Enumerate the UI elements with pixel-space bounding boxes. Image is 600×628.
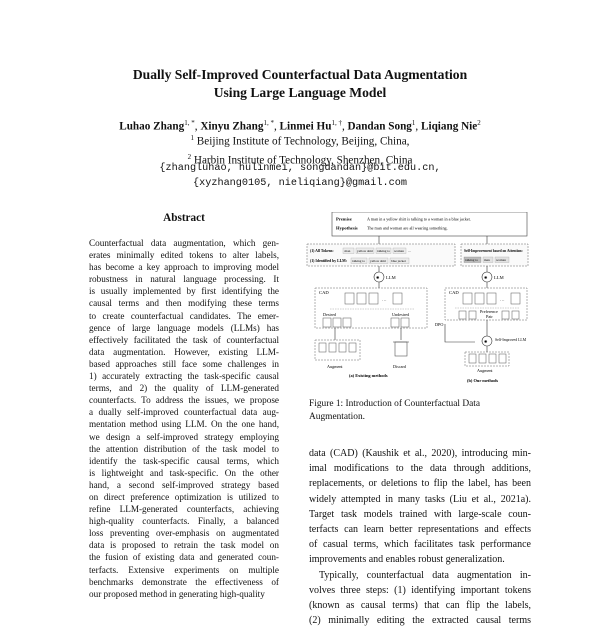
tokens-box-right [461, 244, 528, 266]
self-llm-label: Self-Improved LLM [495, 338, 527, 342]
premise-label: Premise [336, 216, 352, 222]
figure-caption: Figure 1: Introduction of Counterfactual Data Augmentation. [309, 399, 481, 422]
abstract-line: has become a key approach to improving model [89, 262, 279, 273]
author-name: Linmei Hu [279, 120, 332, 133]
token-chip: man [484, 258, 490, 262]
abstract-line: on direct preference optimization is utilized to [89, 491, 279, 502]
body-line: replacements, or deletions to flip the label, has been [309, 478, 531, 490]
body-line: Typically, counterfactual data augmentation in- [319, 569, 531, 581]
abstract-line: the attention distribution of the task model to [89, 443, 279, 454]
abstract-line: we design a self-improved strategy employing [89, 431, 279, 442]
body-line: Target task models trained with large-scale coun- [309, 508, 531, 520]
abstract-line: data is proposed to retrain the task model on [89, 540, 279, 551]
abstract-line: terfacts. Extensive experiments on multiple [89, 564, 279, 575]
sub-caption-b: (b) Our methods [467, 378, 499, 383]
abstract-line: hand, a second self-improved strategy based [89, 479, 279, 490]
body-line: of casual terms, which facilitates task performance [309, 539, 531, 551]
affil-sup: 2 [187, 152, 192, 161]
token-chip: blue jacket [391, 259, 406, 263]
token-ellipsis: ... [408, 249, 411, 253]
token-chip: man [344, 249, 351, 253]
body-line: widely attempted in many tasks (Liu et al., 2021a). [309, 493, 531, 505]
abstract-line: counterfacts. To address the issues, we propose [89, 395, 279, 406]
abstract-body [89, 237, 279, 600]
cad-label-left: CAD [319, 290, 329, 295]
token-chip: talking to [465, 258, 478, 262]
token-chip: talking to [377, 249, 390, 253]
abstract-line: Counterfactual data augmentation, which gen- [89, 238, 279, 248]
llm-label-right: LLM [494, 275, 504, 280]
author-sup: 1, * [184, 119, 195, 127]
affil-text: Harbin Institute of Technology, Shenzhen, China [193, 154, 413, 167]
title-line-2: Using Large Language Model [213, 85, 387, 100]
discard-label: Discard [393, 364, 407, 369]
right-column-body [309, 446, 531, 628]
paper-title [0, 66, 600, 102]
affil-sup: 1 [190, 134, 194, 142]
body-line: (known as causal terms) that can flip the labels, [309, 599, 531, 611]
svg-text:✺: ✺ [484, 339, 488, 344]
author-name: Xinyu Zhang [200, 120, 264, 133]
svg-text:…: … [500, 297, 505, 302]
abstract-line: loss preventing over-emphasis on augmentated [89, 528, 279, 539]
author-list: Luhao Zhang$^{1, *}$, Xinyu Zhang$^{1, *}$, Linmei $Hu^{1, \dagger}$, Dandan Song$^1$, Liqiang Nie$^2$ [119, 119, 481, 133]
abstract-line: terms, and 2) the quality of LLM-generated [89, 383, 279, 394]
token-chip: woman [394, 249, 404, 253]
abstract-line: 1) accurately extracting the task-specific causal [89, 371, 279, 382]
self-improvement-label: Self-Improvement based on Attention: [464, 249, 523, 253]
email-block [0, 161, 600, 191]
email-line: {xyzhang0105, nieliqiang}@gmail.com [193, 178, 407, 189]
abstract-line: benchmarks demonstrate the effectiveness of [89, 576, 279, 587]
premise-text: A man in a yellow shirt is talking to a woman in a blue jacket. [367, 216, 471, 222]
figure-1 [305, 212, 530, 390]
sub-caption-a: (a) Existing methods [349, 373, 388, 378]
ellipsis: … [382, 297, 387, 302]
figure-diagram [305, 212, 530, 390]
abstract-line: high-quality counterfacts. Finally, a balanced [89, 516, 279, 527]
abstract-line: effectively facilitated the task of counterfactual [89, 334, 279, 345]
dpo-label: DPO [435, 322, 444, 327]
desired-label: Desired [323, 312, 337, 317]
body-line: terfacts can learn better representations and effects [309, 523, 531, 535]
author-name: Liqiang Nie [421, 120, 478, 133]
llm-label-left: LLM [386, 275, 396, 280]
title-line-1: Dually Self-Improved Counterfactual Data Augmentation [132, 67, 468, 82]
body-line: data (CAD) (Kaushik et al., 2020), introducing min- [309, 448, 531, 459]
author-name: Luhao Zhang [119, 120, 185, 133]
llm-glyph: ✺ [484, 275, 488, 280]
abstract-line: a dually self-improved counterfactual data aug- [89, 407, 279, 418]
hypothesis-text: The man and woman are all wearing something. [367, 225, 448, 231]
author-sup: 2 [477, 119, 481, 127]
trash-icon [395, 342, 407, 356]
cad-docs-sorted [323, 318, 409, 327]
body-line: imal modifications to the data through additions, [309, 463, 531, 475]
email-line: {zhangluhao, hulinmei, songdandan}@bit.edu.cn, [159, 163, 441, 174]
hypothesis-label: Hypothesis [336, 225, 358, 231]
body-line: (2) minimally editing the extracted causal terms [309, 615, 531, 627]
abstract-line: causal terms and then modifying these terms [89, 298, 279, 309]
undesired-label: Undesired [392, 312, 410, 317]
token-chip: yellow shirt [370, 259, 387, 263]
abstract-heading: Abstract [163, 212, 205, 224]
author-sup: 1 [411, 119, 416, 127]
token-chip: yellow shirt [357, 249, 374, 253]
abstract-line: is usually implemented by first identifying the [89, 286, 279, 297]
all-tokens-label: (1) All Tokens: [310, 249, 334, 253]
abstract-line: refine LLM-generated counterfacts, achieving [89, 504, 279, 515]
author-sup: 1, * [263, 119, 274, 127]
cad-label-right: CAD [449, 290, 459, 295]
abstract-line: gence of large language models (LLMs) has [89, 322, 279, 333]
identified-label: (1) Identified by LLM: [310, 259, 348, 263]
abstract-line: our proposed method in generating high-quality [89, 588, 265, 599]
cad-docs-left [345, 293, 402, 304]
affiliation-line [0, 131, 600, 150]
abstract-line: data augmentation. However, existing LLM- [89, 346, 279, 357]
all-tokens-row [343, 248, 411, 254]
pair-label: Pair [486, 314, 493, 319]
abstract-line: erates minimally edited tokens to alter labels, [89, 250, 279, 261]
llm-glyph: ✺ [376, 275, 380, 280]
abstract-line: identify the task-specific causal terms, which [89, 455, 279, 466]
abstract-line: based approaches still face some challenges in [89, 358, 279, 369]
abstract-line: the fusion of existing data and generated coun- [89, 552, 279, 563]
preference-label: Preference [480, 309, 498, 314]
abstract-line: mentation method using LLM. On the one hand, [89, 419, 279, 430]
augment-label-right: Augment [477, 368, 493, 373]
abstract-line: is lightweight and task-specific. On the other [89, 467, 279, 478]
author-sup: 1, † [331, 119, 342, 127]
identified-tokens-row [351, 258, 409, 264]
affil-text: Beijing Institute of Technology, Beijing, China, [196, 135, 410, 148]
abstract-line: robustness in natural language processing. It [89, 274, 279, 285]
augment-label-left: Augment [327, 364, 343, 369]
author-name: Dandan Song [347, 120, 412, 133]
body-line: improvements and enables robust generalization. [309, 554, 505, 566]
token-chip: woman [496, 258, 506, 262]
abstract-line: to create counterfactual candidates. The emer- [89, 310, 279, 321]
cad-docs-right [463, 293, 520, 304]
body-line: volves three steps: (1) identifying important tokens [309, 584, 531, 596]
token-chip: talking to [352, 259, 365, 263]
